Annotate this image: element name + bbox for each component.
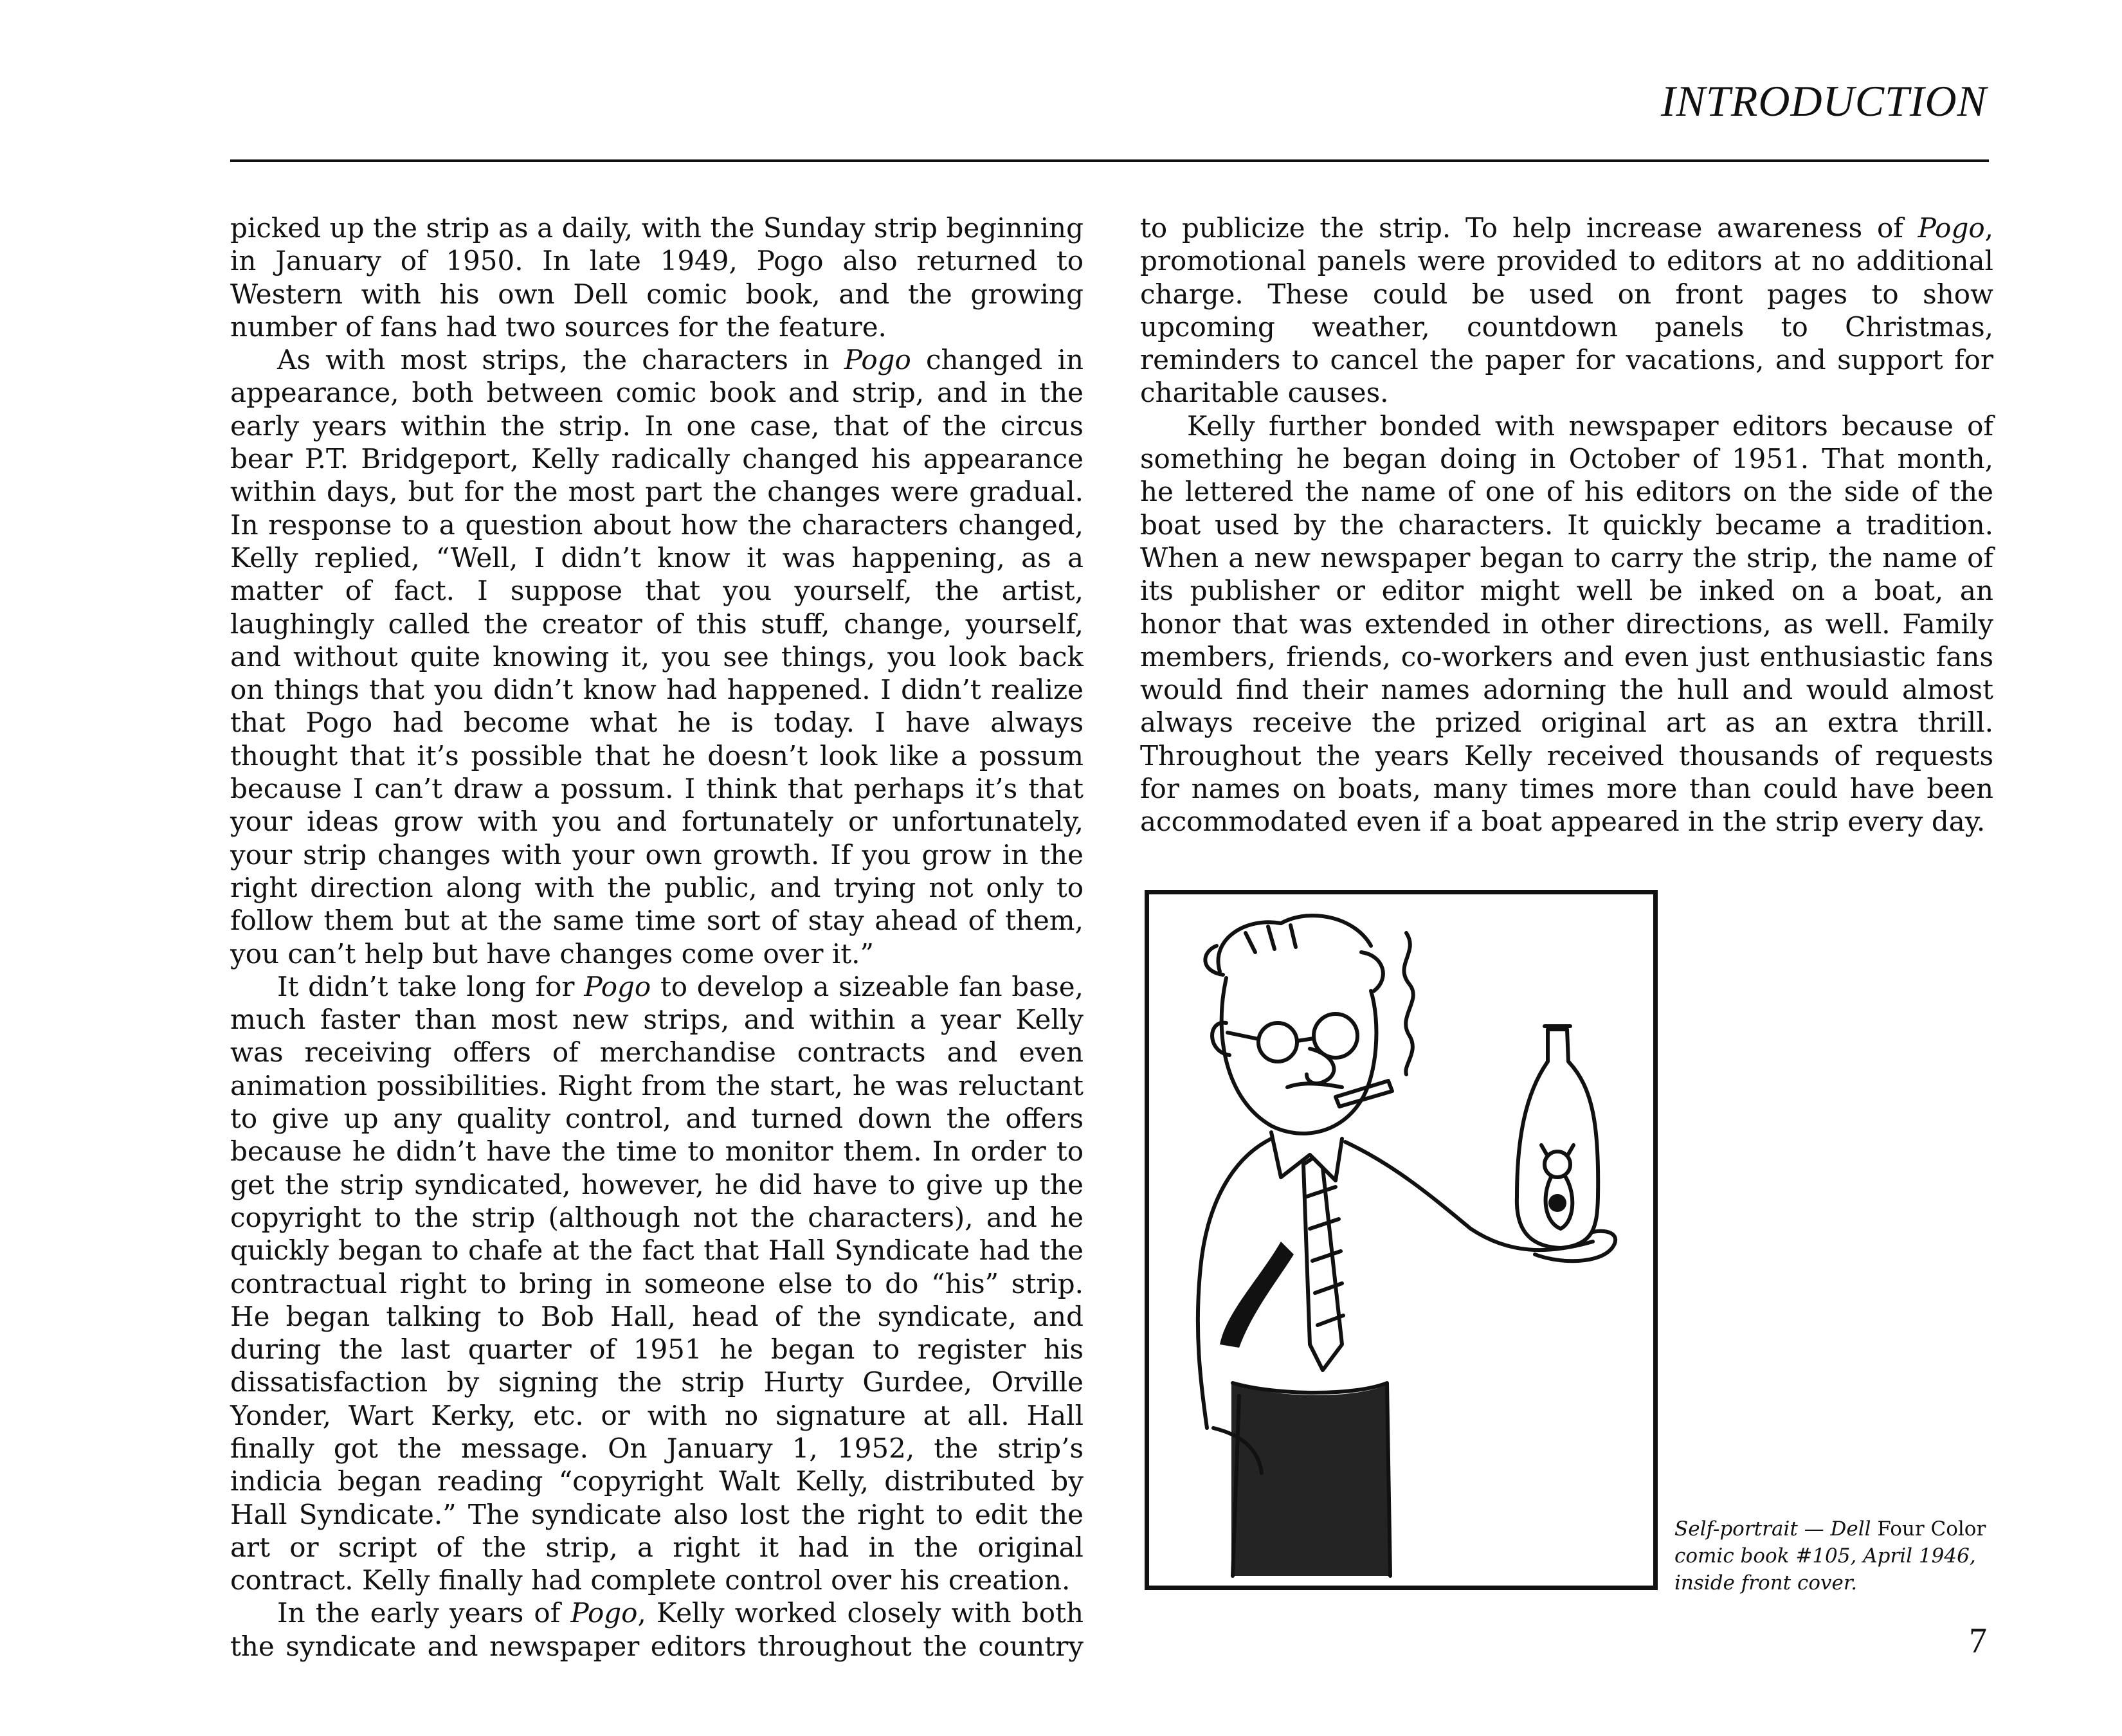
left-p2-title: Pogo xyxy=(844,344,911,376)
left-p2-text-b: changed in appearance, both between comic book and strip, and in the early years within the strip. In one case, that of the circus bear P.T. Bridgeport, Kelly radically changed his appearance within days, but for the most part the changes were gradual. In response to a question about how the characters changed, Kelly replied, “Well, I didn’t know it was happening, as a matter of fact. I suppose that you yourself, the artist, laughingly called the creator of this stuff, change, yourself, and without quite knowing it, you see things, you look back on things that you didn’t know had happened. I didn’t realize that Pogo had become what he is today. I have always thought that it’s possible that he doesn’t look like a possum because I can’t draw a possum. I think that perhaps it’s that your ideas grow with you and fortunately or unfortunately, your strip changes with your own growth. If you grow in the right direction along with the public, and trying not only to follow them but at the same time sort of stay ahead of them, you can’t help but have changes come over it.” xyxy=(230,344,1084,970)
left-p3-text-b: to develop a sizeable fan base, much faster than most new strips, and within a year Kelly was receiving offers of merchandise contracts and even animation possibilities. Right from the start, he was reluctant to give up any quality control, and turned down the offers because he didn’t have the time to monitor them. In order to get the strip syndicated, however, he did have to give up the copyright to the strip (although not the characters), and he quickly began to chafe at the fact that Hall Syndicate had the contractual right to bring in someone else to do “his” strip. He began talking to Bob Hall, head of the syndicate, and during the last quarter of 1951 he began to register his dissatisfaction by signing the strip Hurty Gurdee, Orville Yonder, Wart Kerky, etc. or with no signature at all. Hall finally got the message. On January 1, 1952, the strip’s indicia began reading “copyright Walt Kelly, distributed by Hall Syndicate.” The syndicate also lost the right to edit the art or script of the strip, a right it had in the original contract. Kelly finally had complete control over his creation. xyxy=(230,970,1084,1596)
right-p1-title: Pogo xyxy=(1918,212,1985,244)
left-paragraph-4 xyxy=(230,1596,1084,1663)
left-p4-text-b: , Kelly worked closely with both the syndicate and newspaper editors throughout the country xyxy=(230,1597,1084,1662)
figure-caption xyxy=(1674,1515,2009,1596)
right-column xyxy=(1140,212,1993,838)
left-p2-text-a: As with most strips, the characters in xyxy=(277,344,844,376)
caption-series-name: Four Color xyxy=(1877,1517,1986,1541)
left-paragraph-1: picked up the strip as a daily, with the Sunday strip beginning in January of 1950. In late 1949, Pogo also returned to Western with his own Dell comic book, and the growing number of fans had two sources for the feature. xyxy=(230,212,1084,343)
header-rule xyxy=(230,159,1989,162)
left-column xyxy=(230,212,1084,1663)
right-paragraph-2: Kelly further bonded with newspaper editors because of something he began doing in October of 1951. That month, he lettered the name of one of his editors on the side of the boat used by the characters. It quickly became a tradition. When a new newspaper began to carry the strip, the name of its publisher or editor might well be inked on a boat, an honor that was extended in other directions, as well. Family members, friends, co-workers and even just enthusiastic fans would find their names adorning the hull and would almost always receive the prized original art as an extra thrill. Throughout the years Kelly received thousands of requests for names on boats, many times more than could have been accommodated even if a boat appeared in the strip every day. xyxy=(1140,410,1993,838)
right-p1-text-a: to publicize the strip. To help increase awareness of xyxy=(1140,212,1918,244)
left-paragraph-3 xyxy=(230,970,1084,1597)
left-p4-text-a: In the early years of xyxy=(277,1597,571,1629)
left-paragraph-2 xyxy=(230,343,1084,970)
right-paragraph-1 xyxy=(1140,212,1993,410)
caption-text-a: Self-portrait — Dell xyxy=(1674,1517,1878,1541)
left-p3-text-a: It didn’t take long for xyxy=(277,970,585,1002)
caption-text-b: comic book #105, April 1946, inside front cover. xyxy=(1674,1544,1976,1595)
right-p1-text-b: , promotional panels were provided to editors at no additional charge. These could be used on front pages to show upcoming weather, countdown panels to Christmas, reminders to cancel the paper for vacations, and support for charitable causes. xyxy=(1140,212,1993,409)
page-number: 7 xyxy=(1969,1621,1987,1661)
left-p4-title: Pogo xyxy=(570,1597,638,1629)
running-head: INTRODUCTION xyxy=(1661,77,1987,125)
self-portrait-illustration xyxy=(1145,890,1658,1590)
cartoon-man-with-bottle-drawing xyxy=(1149,894,1653,1586)
left-p3-title: Pogo xyxy=(584,970,651,1002)
